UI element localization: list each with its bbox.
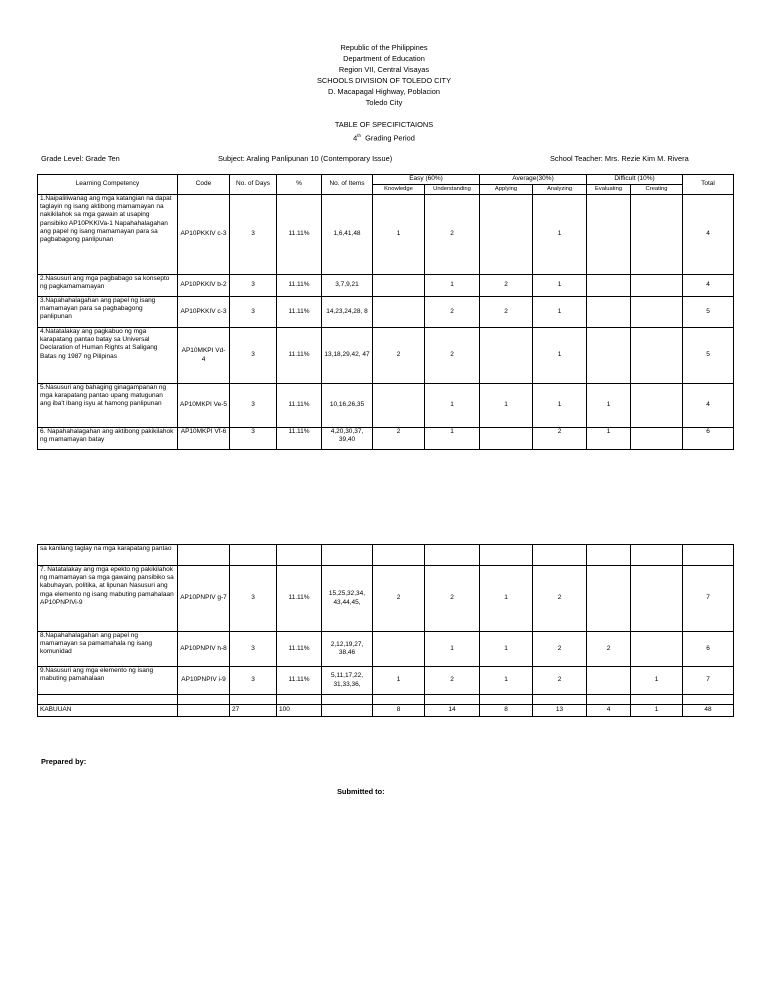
cell-total-label: KABUUAN bbox=[38, 705, 178, 717]
cell-knowledge: 1 bbox=[373, 667, 425, 695]
cell-total-creating: 1 bbox=[631, 705, 683, 717]
cell-items: 14,23,24,28, 8 bbox=[322, 297, 373, 328]
cell-knowledge bbox=[373, 297, 425, 328]
cell-knowledge: 1 bbox=[373, 195, 425, 275]
cell-total: 4 bbox=[683, 384, 734, 428]
cell-competency: 4.Natatalakay ang pagkabuo ng mga karapatang pantao batay sa Universal Declaration of Human Rights at Saligang Batas ng 1987 ng Pilipinas bbox=[38, 328, 178, 384]
cell-creating bbox=[631, 632, 683, 667]
col-percent: % bbox=[277, 175, 322, 195]
cell-days: 3 bbox=[230, 632, 277, 667]
cell-analyzing: 1 bbox=[533, 328, 587, 384]
submitted-to-label: Submitted to: bbox=[337, 787, 385, 796]
cell-applying: 2 bbox=[480, 275, 533, 297]
header-line: Toledo City bbox=[365, 98, 403, 107]
col-analyzing: Analyzing bbox=[533, 185, 587, 195]
col-items: No. of Items bbox=[322, 175, 373, 195]
cell-creating bbox=[631, 275, 683, 297]
cell-code: AP10MKPI Vf-6 bbox=[178, 428, 230, 450]
grading-period: 4th Grading Period bbox=[353, 133, 415, 143]
cell-evaluating bbox=[587, 195, 631, 275]
cell-total-items bbox=[322, 705, 373, 717]
cell-days: 3 bbox=[230, 328, 277, 384]
cell-understanding: 1 bbox=[425, 384, 480, 428]
cell-items: 15,25,32,34, 43,44,45, bbox=[322, 566, 373, 632]
cell-items: 10,16,26,35 bbox=[322, 384, 373, 428]
cell-competency: 2.Nasusuri ang mga pagbabago sa konsepto ng pagkamamamayan bbox=[38, 275, 178, 297]
col-easy: Easy (60%) bbox=[373, 175, 480, 185]
cell-days bbox=[230, 545, 277, 566]
cell-analyzing: 1 bbox=[533, 275, 587, 297]
cell-creating bbox=[631, 297, 683, 328]
cell-code: AP10PKKIV b-2 bbox=[178, 275, 230, 297]
cell-total-knowledge: 8 bbox=[373, 705, 425, 717]
cell-applying: 1 bbox=[480, 566, 533, 632]
cell-total: 4 bbox=[683, 195, 734, 275]
cell-days: 3 bbox=[230, 297, 277, 328]
subject: Subject: Araling Panlipunan 10 (Contemporary Issue) bbox=[218, 154, 393, 163]
cell-understanding bbox=[425, 545, 480, 566]
cell-code bbox=[178, 545, 230, 566]
cell-analyzing: 2 bbox=[533, 566, 587, 632]
cell-percent: 11.11% bbox=[277, 566, 322, 632]
cell-total bbox=[683, 545, 734, 566]
cell-total: 4 bbox=[683, 275, 734, 297]
cell-total: 7 bbox=[683, 667, 734, 695]
cell-evaluating bbox=[587, 667, 631, 695]
cell-days: 3 bbox=[230, 384, 277, 428]
cell-knowledge: 2 bbox=[373, 428, 425, 450]
cell-understanding: 2 bbox=[425, 667, 480, 695]
col-creating: Creating bbox=[631, 185, 683, 195]
col-knowledge: Knowledge bbox=[373, 185, 425, 195]
specification-table-part1 bbox=[37, 174, 734, 450]
cell-knowledge bbox=[373, 632, 425, 667]
grade-level: Grade Level: Grade Ten bbox=[41, 154, 120, 163]
col-average: Average(30%) bbox=[480, 175, 587, 185]
cell-code: AP10MKPI Vd-4 bbox=[178, 328, 230, 384]
spacer-row bbox=[38, 695, 734, 705]
table-row bbox=[38, 275, 734, 297]
table-row bbox=[38, 328, 734, 384]
col-difficult: Difficult (10%) bbox=[587, 175, 683, 185]
cell-competency: 7. Natatalakay ang mga epekto ng pakikilahok ng mamamayan sa mga gawaing pansibiko sa kabuhayan, politika, at lipunan Nasusuri ang mga elemento ng isang mabuting pamahalaan AP10PNPIVi-9 bbox=[38, 566, 178, 632]
cell-understanding: 2 bbox=[425, 195, 480, 275]
cell-evaluating bbox=[587, 566, 631, 632]
cell-items bbox=[322, 545, 373, 566]
cell-understanding: 2 bbox=[425, 566, 480, 632]
cell-analyzing bbox=[533, 545, 587, 566]
cell-understanding: 2 bbox=[425, 328, 480, 384]
prepared-by-label: Prepared by: bbox=[41, 757, 87, 766]
cell-applying bbox=[480, 545, 533, 566]
cell-percent: 11.11% bbox=[277, 428, 322, 450]
header-line: Region VII, Central Visayas bbox=[338, 65, 430, 74]
cell-evaluating: 1 bbox=[587, 428, 631, 450]
cell-days: 3 bbox=[230, 667, 277, 695]
cell-creating bbox=[631, 545, 683, 566]
cell-competency: 3.Napahahalagahan ang papel ng isang mamamayan para sa pagbabagong panlipunan bbox=[38, 297, 178, 328]
table-row bbox=[38, 297, 734, 328]
col-evaluating: Evaluating bbox=[587, 185, 631, 195]
cell-creating bbox=[631, 428, 683, 450]
cell-analyzing: 2 bbox=[533, 428, 587, 450]
header-line: D. Macapagal Highway, Poblacion bbox=[327, 87, 440, 96]
cell-percent: 11.11% bbox=[277, 297, 322, 328]
cell-evaluating: 2 bbox=[587, 632, 631, 667]
cell-evaluating bbox=[587, 275, 631, 297]
cell-creating bbox=[631, 328, 683, 384]
cell-total: 7 bbox=[683, 566, 734, 632]
cell-percent: 11.11% bbox=[277, 667, 322, 695]
header-line: Department of Education bbox=[343, 54, 425, 63]
cell-competency: 1.Naipaliliwanag ang mga katangian na dapat taglayin ng isang aktibong mamamayan na nakikilahok sa mga gawain at usaping pansibiko AP10PKKIVa-1 Napahahalagahan ang papel ng isang mamamayan para sa pagbabagong panlipunan bbox=[38, 195, 178, 275]
cell-competency: 8.Napahahalagahan ang papel ng mamamayan sa pamamahala ng isang komunidad bbox=[38, 632, 178, 667]
cell-applying bbox=[480, 195, 533, 275]
cell-knowledge bbox=[373, 384, 425, 428]
cell-percent: 11.11% bbox=[277, 328, 322, 384]
cell-applying: 2 bbox=[480, 297, 533, 328]
cell-analyzing: 2 bbox=[533, 667, 587, 695]
cell-percent bbox=[277, 545, 322, 566]
cell-understanding: 2 bbox=[425, 297, 480, 328]
col-days: No. of Days bbox=[230, 175, 277, 195]
cell-percent: 11.11% bbox=[277, 275, 322, 297]
cell-understanding: 1 bbox=[425, 428, 480, 450]
cell-code: AP10PNPIV i-9 bbox=[178, 667, 230, 695]
cell-items: 4,20,30,37, 39,40 bbox=[322, 428, 373, 450]
cell-days: 3 bbox=[230, 195, 277, 275]
cell-applying bbox=[480, 428, 533, 450]
cell-items: 13,18,29,42, 47 bbox=[322, 328, 373, 384]
cell-evaluating bbox=[587, 545, 631, 566]
document-header bbox=[0, 42, 768, 108]
cell-applying: 1 bbox=[480, 632, 533, 667]
totals-row bbox=[38, 705, 734, 717]
table-row bbox=[38, 545, 734, 566]
cell-creating bbox=[631, 566, 683, 632]
cell-knowledge bbox=[373, 275, 425, 297]
cell-code: AP10MKPI Ve-5 bbox=[178, 384, 230, 428]
cell-competency: sa kanilang taglay na mga karapatang pantao bbox=[38, 545, 178, 566]
cell-items: 2,12,19,27, 38,46 bbox=[322, 632, 373, 667]
table-row bbox=[38, 384, 734, 428]
cell-understanding: 1 bbox=[425, 275, 480, 297]
school-teacher: School Teacher: Mrs. Rezie Kim M. Rivera bbox=[550, 154, 689, 163]
cell-total: 6 bbox=[683, 428, 734, 450]
cell-code: AP10PNPIV g-7 bbox=[178, 566, 230, 632]
cell-code: AP10PKKIV c-3 bbox=[178, 195, 230, 275]
col-total: Total bbox=[683, 175, 734, 195]
cell-applying bbox=[480, 328, 533, 384]
document-title-block bbox=[0, 119, 768, 143]
cell-grand-total: 48 bbox=[683, 705, 734, 717]
cell-days: 3 bbox=[230, 275, 277, 297]
cell-total: 5 bbox=[683, 297, 734, 328]
cell-applying: 1 bbox=[480, 384, 533, 428]
cell-items: 1,6,41,48 bbox=[322, 195, 373, 275]
col-understanding: Understanding bbox=[425, 185, 480, 195]
cell-competency: 6. Napahahalagahan ang aktibong pakikilahok ng mamamayan batay bbox=[38, 428, 178, 450]
cell-total-days: 27 bbox=[230, 705, 277, 717]
cell-evaluating bbox=[587, 328, 631, 384]
cell-code: AP10PNPIV h-8 bbox=[178, 632, 230, 667]
cell-creating: 1 bbox=[631, 667, 683, 695]
cell-percent: 11.11% bbox=[277, 195, 322, 275]
cell-total: 5 bbox=[683, 328, 734, 384]
col-applying: Applying bbox=[480, 185, 533, 195]
cell-days: 3 bbox=[230, 566, 277, 632]
table-row bbox=[38, 428, 734, 450]
table-row bbox=[38, 195, 734, 275]
cell-knowledge: 2 bbox=[373, 328, 425, 384]
cell-total-understanding: 14 bbox=[425, 705, 480, 717]
cell-code: AP10PKKIV c-3 bbox=[178, 297, 230, 328]
col-code: Code bbox=[178, 175, 230, 195]
document-title: TABLE OF SPECIFICTAIONS bbox=[334, 120, 434, 129]
cell-applying: 1 bbox=[480, 667, 533, 695]
cell-total-applying: 8 bbox=[480, 705, 533, 717]
cell-evaluating bbox=[587, 297, 631, 328]
cell-creating bbox=[631, 384, 683, 428]
table-row bbox=[38, 667, 734, 695]
cell-percent: 11.11% bbox=[277, 384, 322, 428]
cell-analyzing: 1 bbox=[533, 384, 587, 428]
cell-total-evaluating: 4 bbox=[587, 705, 631, 717]
table-row bbox=[38, 566, 734, 632]
table-row bbox=[38, 632, 734, 667]
cell-knowledge: 2 bbox=[373, 566, 425, 632]
cell-competency: 9.Nasusuri ang mga elemento ng isang mabuting pamahalaan bbox=[38, 667, 178, 695]
specification-table-part2 bbox=[37, 544, 734, 717]
cell-analyzing: 1 bbox=[533, 297, 587, 328]
cell-creating bbox=[631, 195, 683, 275]
cell-knowledge bbox=[373, 545, 425, 566]
cell-items: 5,11,17,22, 31,33,36, bbox=[322, 667, 373, 695]
cell-total-analyzing: 13 bbox=[533, 705, 587, 717]
cell-evaluating: 1 bbox=[587, 384, 631, 428]
cell-total: 6 bbox=[683, 632, 734, 667]
cell-total-percent: 100 bbox=[277, 705, 322, 717]
cell-analyzing: 2 bbox=[533, 632, 587, 667]
cell-analyzing: 1 bbox=[533, 195, 587, 275]
cell-percent: 11.11% bbox=[277, 632, 322, 667]
cell-competency: 5.Nasusuri ang bahaging ginagampanan ng mga karapatang pantao upang matugunan ang iba't ibang isyu at hamong panlipunan bbox=[38, 384, 178, 428]
cell-understanding: 1 bbox=[425, 632, 480, 667]
cell-days: 3 bbox=[230, 428, 277, 450]
cell-items: 3,7,9,21 bbox=[322, 275, 373, 297]
header-line: Republic of the Philippines bbox=[340, 43, 428, 52]
col-learning-competency: Learning Competency bbox=[38, 175, 178, 195]
header-line: SCHOOLS DIVISION OF TOLEDO CITY bbox=[316, 76, 452, 85]
